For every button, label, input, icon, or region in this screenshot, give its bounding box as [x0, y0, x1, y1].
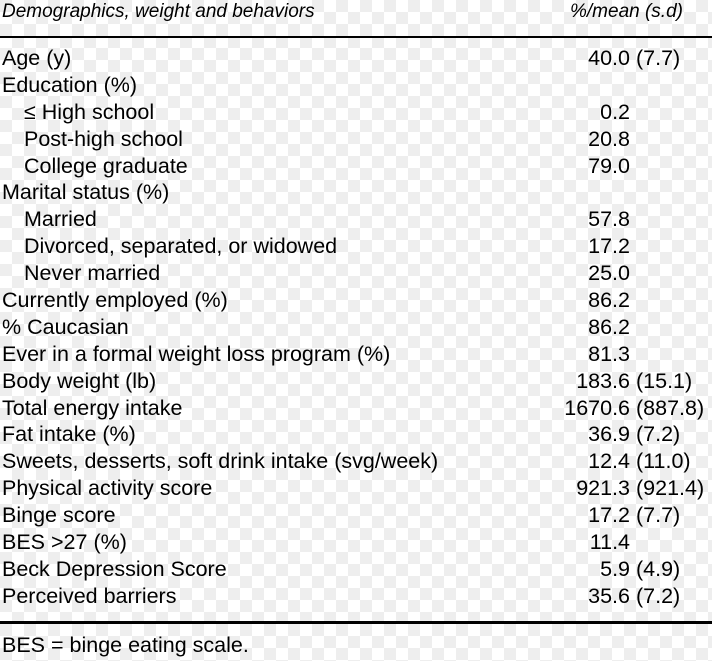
- table-row: [0, 583, 712, 610]
- row-value: 25.0: [588, 261, 630, 286]
- row-sd: (7.2): [636, 422, 681, 447]
- row-value: 11.4: [589, 530, 630, 555]
- row-label: ≤ High school: [24, 99, 155, 124]
- row-value: 921.3: [576, 476, 630, 501]
- row-sd: (4.9): [636, 556, 681, 581]
- row-label: Currently employed (%): [2, 288, 228, 313]
- table-row: [0, 260, 712, 287]
- row-label: Married: [24, 207, 97, 232]
- row-label: Perceived barriers: [2, 583, 177, 608]
- row-value: 5.9: [600, 556, 630, 581]
- row-label: Body weight (lb): [2, 368, 157, 393]
- row-value: 40.0: [588, 46, 630, 70]
- row-label: Physical activity score: [2, 476, 213, 501]
- footer-rule: [0, 621, 712, 624]
- row-label: Age (y): [2, 46, 72, 70]
- table-row: [0, 126, 712, 153]
- row-sd: (887.8): [636, 395, 705, 420]
- table-row: [0, 45, 712, 72]
- row-value: 36.9: [588, 422, 630, 447]
- row-label: Ever in a formal weight loss program (%): [2, 341, 391, 366]
- row-value: 17.2: [588, 234, 630, 259]
- row-sd: (921.4): [636, 476, 705, 501]
- row-sd: (7.2): [636, 583, 681, 608]
- row-sd: (7.7): [636, 503, 681, 528]
- row-value: 1670.6: [564, 395, 630, 420]
- table-row: [0, 475, 712, 502]
- table-row: [0, 153, 712, 180]
- row-sd: (15.1): [636, 368, 693, 393]
- row-label: Divorced, separated, or widowed: [24, 234, 338, 259]
- row-value: 0.2: [600, 99, 630, 124]
- header-value-column: %/mean (s.d): [570, 1, 683, 22]
- row-label: Never married: [24, 261, 161, 286]
- row-label: BES >27 (%): [2, 530, 127, 555]
- table-row: [0, 421, 712, 448]
- table-row: [0, 529, 712, 556]
- row-label: Education (%): [2, 72, 138, 97]
- row-label: Total energy intake: [2, 395, 183, 420]
- row-value: 86.2: [588, 288, 630, 313]
- row-value: 81.3: [588, 341, 630, 366]
- table-row: [0, 287, 712, 314]
- table-row: [0, 206, 712, 233]
- row-label: Marital status (%): [2, 180, 170, 205]
- row-value: 17.2: [588, 503, 630, 528]
- row-label: Post-high school: [24, 126, 183, 151]
- table-header: [0, 0, 712, 26]
- table-row: [0, 99, 712, 126]
- row-value: 20.8: [588, 126, 630, 151]
- row-label: Sweets, desserts, soft drink intake (svg/week): [2, 449, 439, 474]
- table-row: [0, 341, 712, 368]
- table-row: [0, 179, 712, 206]
- header-label-column: Demographics, weight and behaviors: [2, 1, 315, 22]
- table-row: [0, 502, 712, 529]
- footnote: BES = binge eating scale.: [2, 633, 249, 657]
- row-sd: (11.0): [636, 449, 691, 474]
- table-row: [0, 233, 712, 260]
- row-label: % Caucasian: [2, 314, 129, 339]
- row-value: 79.0: [588, 153, 630, 178]
- row-value: 12.4: [588, 449, 630, 474]
- row-value: 35.6: [588, 583, 630, 608]
- row-value: 86.2: [588, 314, 630, 339]
- table-row: [0, 395, 712, 422]
- row-label: Binge score: [2, 503, 116, 528]
- row-label: Fat intake (%): [2, 422, 136, 447]
- table-body: [0, 45, 712, 610]
- table-row: [0, 314, 712, 341]
- table-row: [0, 72, 712, 99]
- row-sd: (7.7): [636, 46, 681, 70]
- row-value: 57.8: [588, 207, 630, 232]
- table-row: [0, 556, 712, 583]
- row-label: College graduate: [24, 153, 188, 178]
- table-row: [0, 448, 712, 475]
- row-label: Beck Depression Score: [2, 556, 227, 581]
- row-value: 183.6: [576, 368, 630, 393]
- table-row: [0, 368, 712, 395]
- header-rule: [0, 36, 712, 38]
